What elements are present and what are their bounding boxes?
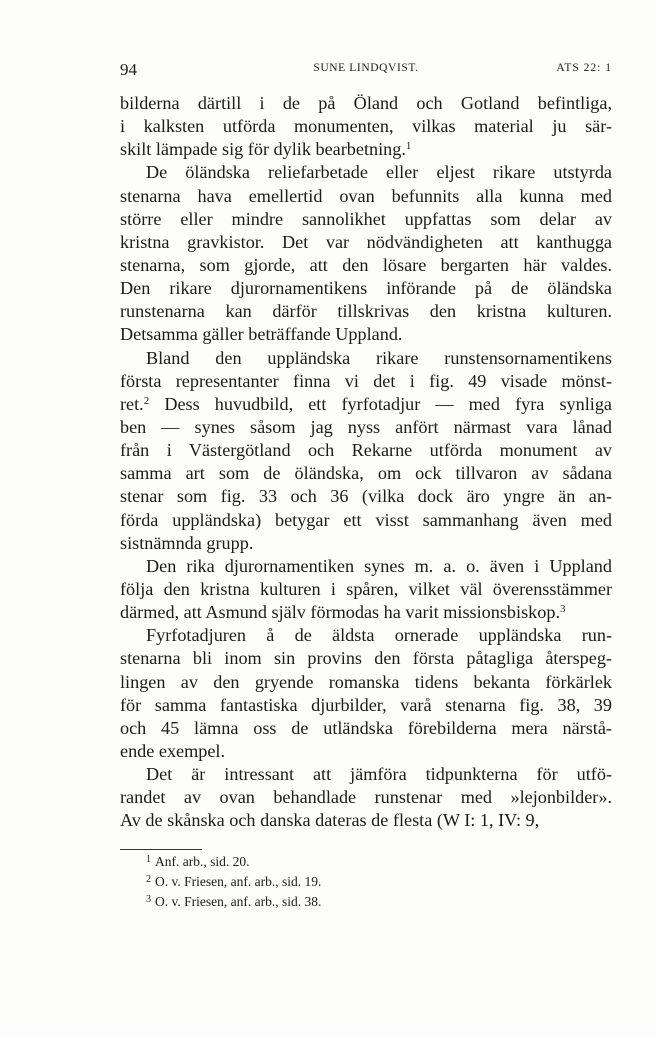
line-text: sistnämnda grupp. <box>120 532 254 553</box>
text-line <box>120 786 612 809</box>
footnote-ref: 1 <box>405 140 412 153</box>
page-number: 94 <box>120 60 137 79</box>
text-line <box>120 671 612 694</box>
text-line <box>120 717 612 740</box>
text-line <box>120 439 612 462</box>
text-line <box>120 647 612 670</box>
text-line <box>120 92 612 115</box>
line-text: stenarna bli inom sin provins den första påtagliga återspeg- <box>120 648 612 669</box>
line-text: förda uppländska) betygar ett visst sammanhang även med <box>120 509 612 530</box>
text-line <box>120 347 612 370</box>
journal-reference: ATS 22: 1 <box>556 62 612 74</box>
line-text: kristna gravkistor. Det var nödvändigheten att kanthugga <box>120 231 612 252</box>
text-line <box>120 185 612 208</box>
footnote-divider <box>120 849 202 850</box>
line-text: randet av ovan behandlade runstenar med »lejonbilder». <box>120 787 612 808</box>
text-line <box>120 161 612 184</box>
line-text: De öländska reliefarbetade eller eljest rikare utstyrda <box>146 162 612 183</box>
text-line <box>120 740 612 763</box>
text-line <box>120 300 612 323</box>
line-text: skilt lämpade sig för dylik bearbetning. <box>120 139 406 160</box>
line-text: ben — synes såsom jag nyss anfört närmast vara lånad <box>120 416 612 437</box>
footnote-text: O. v. Friesen, anf. arb., sid. 19. <box>155 874 322 889</box>
line-text: stenarna, som gjorde, att den lösare bergarten här valdes. <box>120 254 612 275</box>
line-text: första representanter finna vi det i fig. 49 visade mönst- <box>120 370 612 391</box>
text-line <box>120 485 612 508</box>
text-line <box>120 509 612 532</box>
footnote <box>146 892 321 912</box>
text-line <box>120 254 612 277</box>
line-text-continued: Dess huvudbild, ett fyrfotadjur — med fyra synliga <box>149 393 612 414</box>
footnote-text: Anf. arb., sid. 20. <box>155 854 250 869</box>
line-text: Bland den uppländska rikare runstensornamentikens <box>146 347 612 368</box>
footnote-mark: 1 <box>146 854 151 865</box>
line-text: därmed, att Asmund själv förmodas ha varit missionsbiskop. <box>120 602 560 623</box>
line-text: för samma fantastiska djurbilder, varå stenarna fig. 38, 39 <box>120 694 612 715</box>
text-line <box>120 578 612 601</box>
text-line <box>120 694 612 717</box>
footnotes <box>146 852 321 912</box>
line-text: stenarna hava emellertid ovan befunnits alla kunna med <box>120 185 612 206</box>
line-text: och 45 lämna oss de utländska förebilderna mera närstå- <box>120 717 612 738</box>
text-line <box>120 462 612 485</box>
text-line <box>120 416 612 439</box>
footnote-ref: 2 <box>143 394 150 407</box>
text-line <box>120 555 612 578</box>
line-text: Den rikare djurornamentikens införande på de öländska <box>120 278 612 299</box>
line-text: stenar som fig. 33 och 36 (vilka dock äro yngre än an- <box>120 486 612 507</box>
text-line <box>120 323 612 346</box>
running-title: SUNE LINDQVIST. <box>313 62 419 74</box>
text-line <box>120 763 612 786</box>
line-text: runstenarna kan därför tillskrivas den kristna kulturen. <box>120 301 612 322</box>
footnote-ref: 3 <box>560 603 566 616</box>
text-line <box>120 809 612 832</box>
line-text: från i Västergötland och Rekarne utförda monument av <box>120 440 612 461</box>
line-text: Av de skånska och danska dateras de flesta (W I: 1, IV: 9, <box>120 810 540 831</box>
line-text: ret. <box>120 393 144 414</box>
line-text: samma art som de öländska, om ock tillvaron av sådana <box>120 463 612 484</box>
line-text: i kalksten utförda monumenten, vilkas material ju sär- <box>120 116 612 137</box>
line-text: lingen av den gryende romanska tidens bekanta förkärlek <box>120 671 612 692</box>
text-line <box>120 624 612 647</box>
text-line <box>120 393 612 416</box>
line-text: bilderna därtill i de på Öland och Gotland befintliga, <box>120 93 612 113</box>
line-text: ende exempel. <box>120 740 226 761</box>
body-text <box>120 92 612 833</box>
footnote <box>146 852 321 872</box>
line-text: Det är intressant att jämföra tidpunkterna för utfö- <box>146 764 612 785</box>
text-line <box>120 231 612 254</box>
text-line <box>120 601 612 624</box>
text-line <box>120 115 612 138</box>
footnote-mark: 3 <box>146 894 151 905</box>
line-text: större eller mindre sannolikhet uppfattas som delar av <box>120 208 612 229</box>
text-line <box>120 208 612 231</box>
text-line <box>120 532 612 555</box>
line-text: Detsamma gäller beträffande Uppland. <box>120 324 403 345</box>
footnote-mark: 2 <box>146 874 151 885</box>
line-text: Den rika djurornamentiken synes m. a. o. även i Uppland <box>146 555 612 576</box>
footnote-text: O. v. Friesen, anf. arb., sid. 38. <box>155 894 322 909</box>
text-line <box>120 370 612 393</box>
page-header <box>120 60 612 82</box>
line-text: Fyrfotadjuren å de äldsta ornerade uppländska run- <box>146 625 612 646</box>
footnote <box>146 872 321 892</box>
text-line <box>120 138 612 161</box>
text-line <box>120 277 612 300</box>
line-text: följa den kristna kulturen i spåren, vilket väl överensstämmer <box>120 578 612 599</box>
